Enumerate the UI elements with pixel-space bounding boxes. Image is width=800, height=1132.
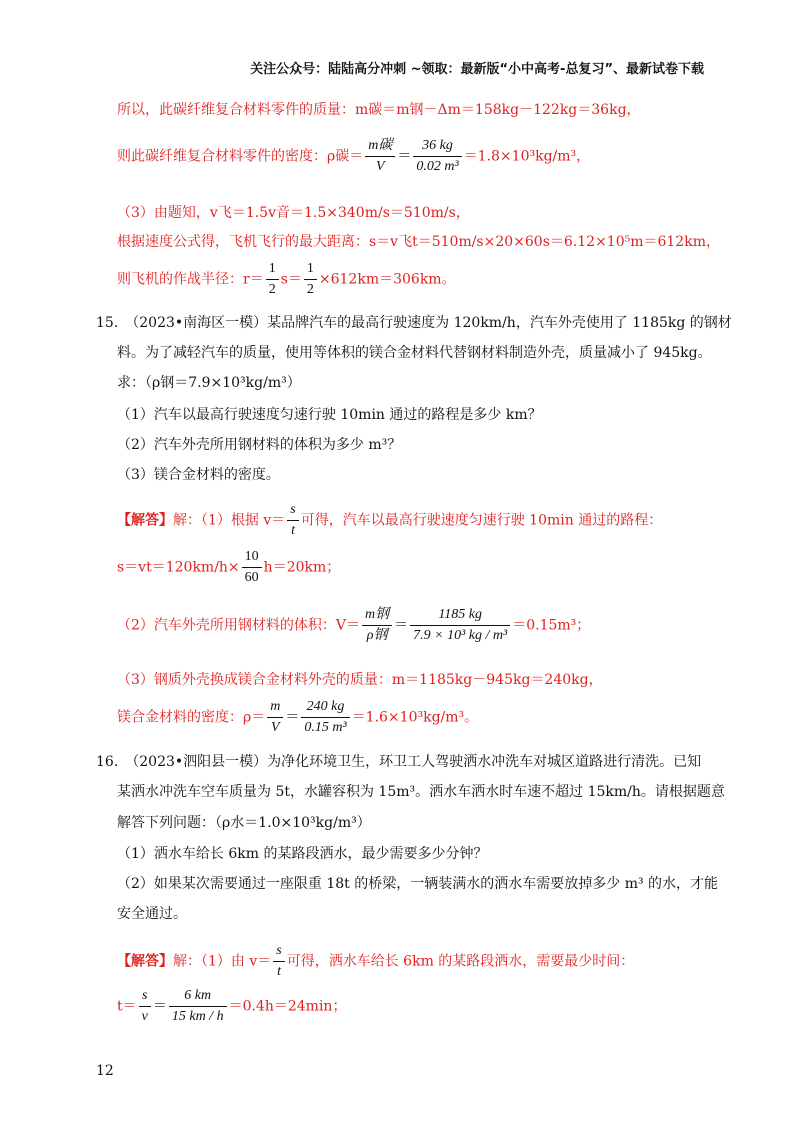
question-16-text: 16. （2023•泗阳县一模）为净化环境卫生，环卫工人驾驶洒水冲洗车对城区道路进行清洗。已知: [96, 754, 702, 770]
answer-16-line2: [117, 986, 346, 1027]
fraction: [362, 605, 392, 646]
denominator: ρ钢: [366, 628, 388, 643]
fraction: [301, 697, 349, 738]
question-16-part1: （1）洒水车给长 6km 的某路段洒水，最少需要多少分钟？: [117, 846, 488, 862]
answer-tag: 【解答】: [117, 512, 173, 529]
answer-tag: 【解答】: [117, 953, 173, 970]
text-segment: ＝1.6×10³kg/m³。: [351, 709, 479, 726]
numerator: m碳: [365, 136, 395, 157]
numerator: m钢: [362, 605, 392, 626]
text-segment: 解：（1）由 v＝: [173, 953, 272, 970]
text-segment: ＝0.4h＝24min；: [228, 998, 347, 1015]
numerator: 6 km: [169, 986, 227, 1007]
text-segment: 镁合金材料的密度：ρ＝: [117, 709, 266, 726]
numerator: 1: [304, 259, 317, 280]
denominator: 2: [306, 282, 314, 297]
text-segment: 则此碳纤维复合材料零件的密度：ρ碳＝: [117, 148, 364, 165]
answer-15-line4: （3）钢质外壳换成镁合金材料外壳的质量：m＝1185kg－945kg＝240kg，: [117, 672, 603, 688]
equals-sign: ＝: [397, 148, 412, 165]
denominator: 60: [244, 570, 259, 585]
text-segment: h＝20km；: [263, 559, 341, 576]
numerator: s: [139, 986, 151, 1007]
question-16-part2: （2）如果某次需要通过一座限重 18t 的桥梁，一辆装满水的洒水车需要放掉多少 m³ 的水，才能: [117, 876, 719, 892]
fraction: [267, 697, 283, 738]
fraction: [410, 605, 510, 646]
equals-sign: ＝: [152, 998, 167, 1015]
fraction: [304, 259, 317, 300]
numerator: 240 kg: [301, 697, 349, 718]
text-segment: s＝vt＝120km/h×: [117, 559, 240, 576]
denominator: t: [291, 523, 295, 538]
question-15-part1: （1）汽车以最高行驶速度匀速行驶 10min 通过的路程是多少 km？: [117, 407, 542, 423]
fraction: [273, 941, 284, 982]
denominator: V: [271, 720, 280, 735]
question-16-text: 某洒水冲洗车空车质量为 5t，水罐容积为 15m³。洒水车洒水时车速不超过 15km/h。请根据题意: [117, 784, 725, 800]
text-segment: s＝: [280, 271, 302, 288]
answer-15-line3: [117, 605, 590, 646]
text-segment: ＝1.8×10³kg/m³，: [463, 148, 591, 165]
numerator: 1185 kg: [410, 605, 510, 626]
fraction: [139, 986, 151, 1027]
question-15-text: 求：（ρ钢＝7.9×10³kg/m³）: [117, 375, 301, 391]
text-segment: 可得，汽车以最高行驶速度匀速行驶 10min 通过的路程：: [300, 512, 663, 529]
text-segment: 则飞机的作战半径：r＝: [117, 271, 264, 288]
fraction: [242, 547, 262, 588]
question-15-text: 料。为了减轻汽车的质量，使用等体积的镁合金材料代替钢材料制造外壳，质量减小了 945kg。: [117, 345, 712, 361]
answer-15-line2: [117, 547, 340, 588]
equals-sign: ＝: [394, 617, 409, 634]
page-number: 12: [96, 1063, 114, 1079]
answer-15-line1: [117, 500, 662, 541]
answer-15-line5: [117, 697, 478, 738]
answer-16-line1: [117, 941, 634, 982]
denominator: 7.9 × 10³ kg / m³: [413, 628, 508, 643]
numerator: 1: [266, 259, 279, 280]
text-segment: 可得，洒水车给长 6km 的某路段洒水，需要最少时间：: [286, 953, 635, 970]
fraction: [287, 500, 298, 541]
answer-line: （3）由题知，v飞＝1.5v音＝1.5×340m/s＝510m/s，: [117, 205, 470, 221]
numerator: s: [273, 941, 284, 962]
page-header: 关注公众号：陆陆高分冲刺 ~领取：最新版“小中高考-总复习”、最新试卷下载: [250, 62, 704, 77]
question-15-part2: （2）汽车外壳所用钢材料的体积为多少 m³？: [117, 437, 402, 453]
text-segment: ×612km＝306km。: [318, 271, 456, 288]
numerator: m: [267, 697, 283, 718]
denominator: 0.02 m³: [416, 159, 459, 174]
question-16-text: 解答下列问题：（ρ水＝1.0×10³kg/m³）: [117, 815, 371, 831]
text-segment: ＝0.15m³；: [512, 617, 591, 634]
question-16-part2-cont: 安全通过。: [117, 906, 187, 922]
denominator: 2: [268, 282, 276, 297]
question-15-text: 15. （2023•南海区一模）某品牌汽车的最高行驶速度为 120km/h，汽车外壳使用了 1185kg 的钢材: [96, 315, 732, 331]
fraction: [413, 136, 461, 177]
denominator: t: [277, 964, 281, 979]
denominator: v: [141, 1009, 148, 1024]
numerator: 36 kg: [413, 136, 461, 157]
fraction: [266, 259, 279, 300]
numerator: s: [287, 500, 298, 521]
fraction: [169, 986, 227, 1027]
numerator: 10: [242, 547, 262, 568]
equals-sign: ＝: [285, 709, 300, 726]
text-segment: （2）汽车外壳所用钢材料的体积：V＝: [117, 617, 361, 634]
text-segment: t＝: [117, 998, 137, 1015]
answer-line-density: [117, 136, 590, 177]
denominator: V: [376, 159, 385, 174]
denominator: 15 km / h: [171, 1009, 224, 1024]
denominator: 0.15 m³: [304, 720, 347, 735]
answer-line: 所以，此碳纤维复合材料零件的质量：m碳＝m钢－Δm＝158kg－122kg＝36kg，: [117, 102, 641, 118]
fraction: [365, 136, 395, 177]
question-15-part3: （3）镁合金材料的密度。: [117, 467, 280, 483]
answer-line-radius: [117, 259, 456, 300]
text-segment: 解：（1）根据 v＝: [173, 512, 286, 529]
answer-line: 根据速度公式得，飞机飞行的最大距离：s＝v飞t＝510m/s×20×60s＝6.12×10⁵m＝612km，: [117, 234, 720, 250]
